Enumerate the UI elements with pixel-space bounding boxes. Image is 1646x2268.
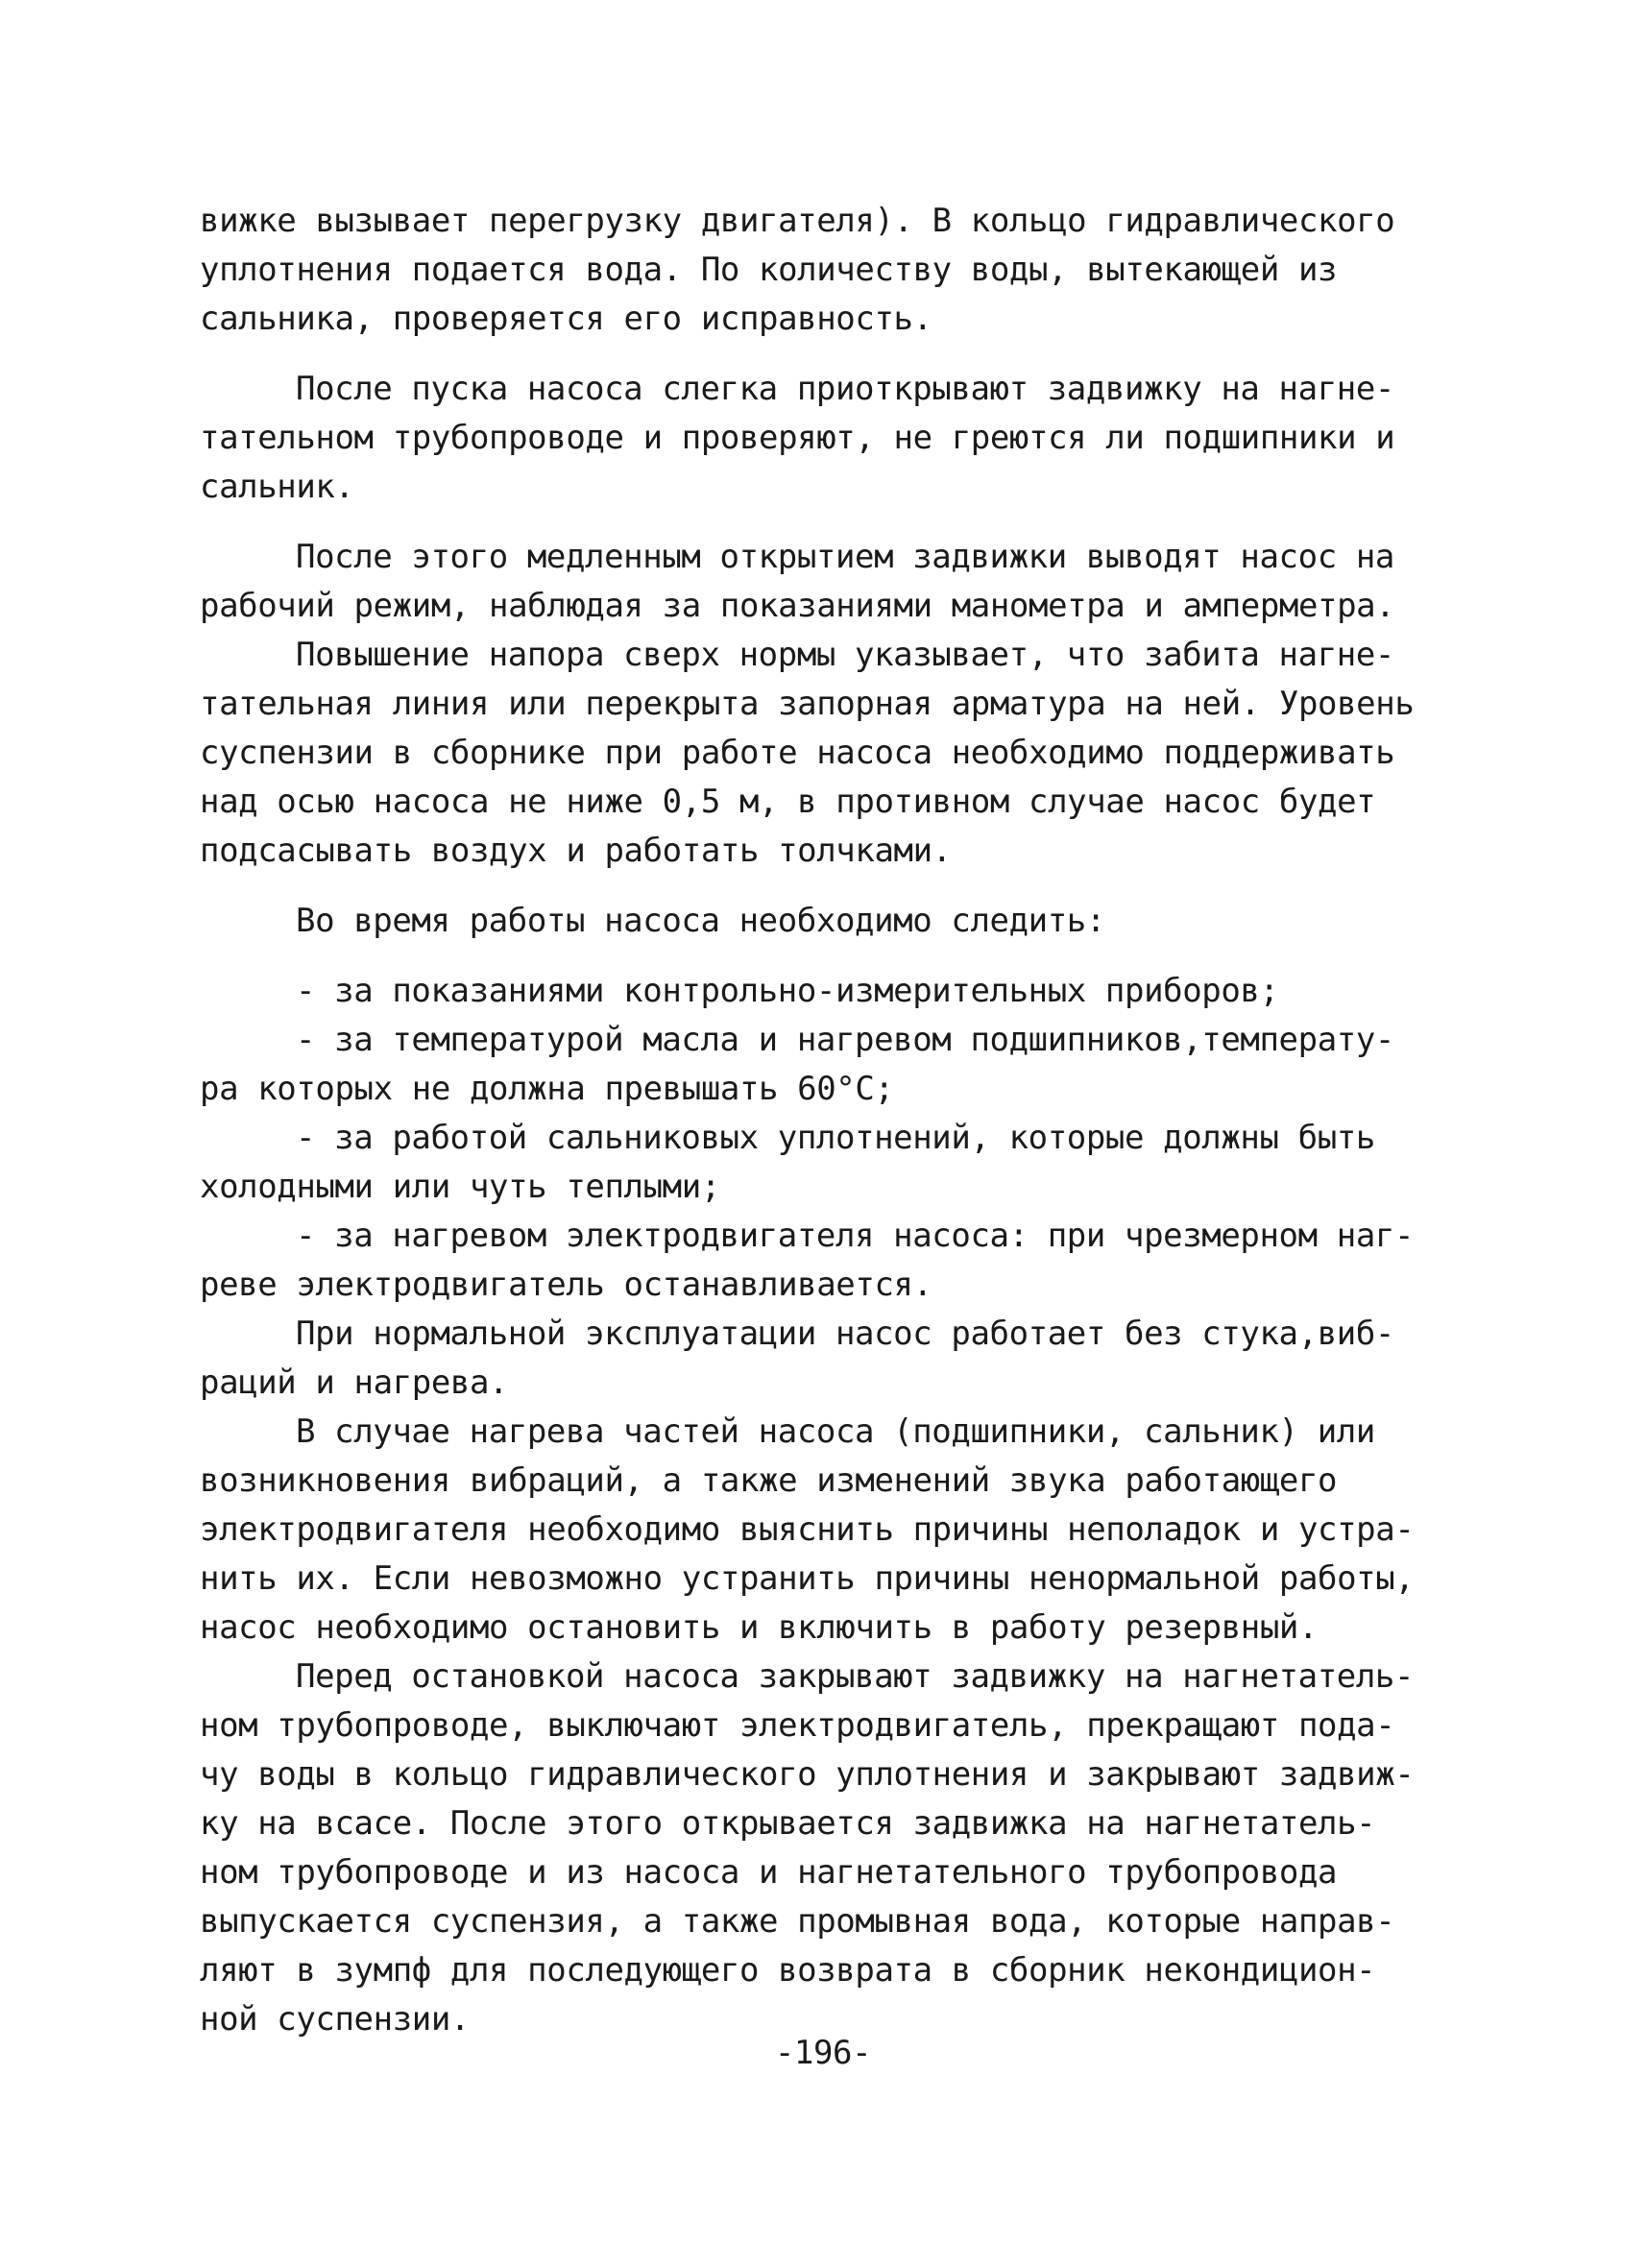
text-line: вижке вызывает перегрузку двигателя). В кольцо гидравлического [200, 202, 1395, 240]
text-line: чу воды в кольцо гидравлического уплотнения и закрывают задвиж- [200, 1755, 1415, 1794]
text-line: При нормальной эксплуатации насос работает без стука,виб- [296, 1315, 1394, 1353]
text-line: сальник. [200, 468, 354, 506]
text-line: ляют в зумпф для последующего возврата в сборник некондицион- [200, 1951, 1376, 1990]
text-line: ной суспензии. [200, 2000, 470, 2039]
text-line: возникновения вибраций, а также изменений звука работающего [200, 1461, 1338, 1500]
text-line: тательном трубопроводе и проверяют, не греются ли подшипники и [200, 419, 1395, 457]
text-line: ном трубопроводе и из насоса и нагнетательного трубопровода [200, 1853, 1338, 1892]
text-line: рабочий режим, наблюдая за показаниями манометра и амперметра. [200, 587, 1395, 625]
text-line: ку на всасе. После этого открывается задвижка на нагнетатель- [200, 1804, 1376, 1843]
text-line: выпускается суспензия, а также промывная вода, которые направ- [200, 1902, 1395, 1941]
list-item: - за показаниями контрольно-измерительных приборов; [296, 972, 1279, 1010]
text-line: ра которых не должна превышать 60°С; [200, 1070, 894, 1108]
text-line: насос необходимо остановить и включить в работу резервный. [200, 1608, 1319, 1647]
text-line: нить их. Если невозможно устранить причины ненормальной работы, [200, 1559, 1415, 1598]
text-line: электродвигателя необходимо выяснить причины неполадок и устра- [200, 1510, 1415, 1549]
text-line: В случае нагрева частей насоса (подшипники, сальник) или [296, 1412, 1375, 1451]
text-line: Перед остановкой насоса закрывают задвижку на нагнетатель- [296, 1657, 1415, 1696]
text-line: раций и нагрева. [200, 1363, 509, 1402]
list-item: - за работой сальниковых уплотнений, которые должны быть [296, 1119, 1375, 1157]
text-line: Во время работы насоса необходимо следить: [296, 902, 1105, 940]
text-line: реве электродвигатель останавливается. [200, 1266, 932, 1304]
text-line: уплотнения подается вода. По количеству воды, вытекающей из [200, 251, 1338, 289]
list-item: - за температурой масла и нагревом подшипников,температу- [296, 1021, 1394, 1059]
text-line: ном трубопроводе, выключают электродвигатель, прекращают пода- [200, 1706, 1395, 1745]
text-line: тательная линия или перекрыта запорная арматура на ней. Уровень [200, 685, 1415, 723]
body-text [200, 197, 1458, 2044]
text-line: сальника, проверяется его исправность. [200, 300, 932, 338]
text-line: После пуска насоса слегка приоткрывают задвижку на нагне- [296, 370, 1394, 408]
page-number: -196- [774, 2034, 872, 2072]
text-line: подсасывать воздух и работать толчками. [200, 832, 952, 870]
list-item: - за нагревом электродвигателя насоса: при чрезмерном наг- [296, 1217, 1415, 1255]
text-line: холодными или чуть теплыми; [200, 1168, 720, 1206]
text-line: суспензии в сборнике при работе насоса необходимо поддерживать [200, 734, 1395, 772]
text-line: над осью насоса не ниже 0,5 м, в противном случае насос будет [200, 783, 1376, 821]
text-line: Повышение напора сверх нормы указывает, что забита нагне- [296, 636, 1394, 674]
text-line: После этого медленным открытием задвижки выводят насос на [296, 538, 1394, 576]
